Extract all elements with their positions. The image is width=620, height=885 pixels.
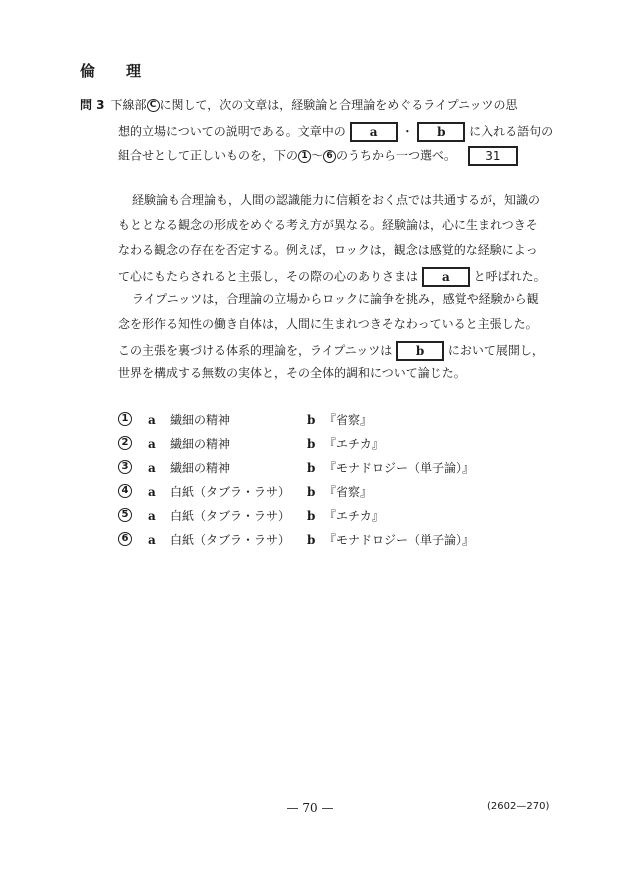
subject-heading: 倫 理 <box>80 62 150 80</box>
option-a-text: 繊細の精神 <box>170 461 231 475</box>
passage-line-4: て心にもたらされると主張し，その際の心のありさまは a と呼ばれた。 <box>118 267 546 287</box>
page-number: — 70 — <box>286 801 334 815</box>
underline-marker: C <box>147 99 160 112</box>
passage-line-3: なわる観念の存在を否定する。例えば，ロックは，観念は感覚的な経験によっ <box>118 243 538 257</box>
option-a-text: 繊細の精神 <box>170 413 231 427</box>
option-number: 4 <box>118 484 132 498</box>
exam-code: (2602—270) <box>487 801 550 812</box>
option-number: 1 <box>118 412 132 426</box>
passage-line-6: 念を形作る知性の働き自体は，人間に生まれつきそなわっていると主張した。 <box>118 317 538 331</box>
option-b-label: b <box>307 437 316 451</box>
option-a-text: 白紙（タブラ・ラサ） <box>170 509 291 523</box>
question-line-2: 想的立場についての説明である。文章中の a ・ b に入れる語句の <box>118 122 553 142</box>
passage-line-2: もととなる観念の形成をめぐる考え方が異なる。経験論は，心に生まれつきそ <box>118 218 538 232</box>
option-b-label: b <box>307 509 316 523</box>
answer-box: 31 <box>468 146 518 166</box>
option-number: 5 <box>118 508 132 522</box>
range-start-marker: 1 <box>298 150 311 163</box>
question-line-1: 問 3 下線部 C に関して，次の文章は，経験論と合理論をめぐるライプニッツの思 <box>80 98 518 112</box>
blank-box-a: a <box>350 122 398 142</box>
passage-line-5: ライプニッツは，合理論の立場からロックに論争を挑み，感覚や経験から観 <box>132 292 539 306</box>
option-a-text: 白紙（タブラ・ラサ） <box>170 485 291 499</box>
question-line-3: 組合せとして正しいものを，下の 1 ～ 6 のうちから一つ選べ。 31 <box>118 146 518 166</box>
option-b-text: 『モナドロジー（単子論）』 <box>324 533 475 547</box>
passage-line-8: 世界を構成する無数の実体と，その全体的調和について論じた。 <box>118 366 466 380</box>
option-b-text: 『エチカ』 <box>324 437 384 451</box>
option-a-label: a <box>148 413 156 427</box>
option-b-label: b <box>307 413 316 427</box>
option-number: 6 <box>118 532 132 546</box>
option-b-label: b <box>307 461 316 475</box>
option-number: 2 <box>118 436 132 450</box>
option-a-label: a <box>148 437 156 451</box>
range-end-marker: 6 <box>323 150 336 163</box>
passage-blank-b: b <box>396 341 444 361</box>
option-b-text: 『省察』 <box>324 413 373 427</box>
option-b-label: b <box>307 533 316 547</box>
option-b-label: b <box>307 485 316 499</box>
question-number: 問 3 <box>80 98 105 112</box>
option-a-label: a <box>148 461 156 475</box>
passage-line-1: 経験論も合理論も，人間の認識能力に信頼をおく点では共通するが，知識の <box>132 193 541 207</box>
passage-blank-a: a <box>422 267 470 287</box>
option-a-label: a <box>148 509 156 523</box>
option-a-label: a <box>148 533 156 547</box>
blank-box-b: b <box>417 122 465 142</box>
passage-line-7: この主張を裏づける体系的理論を，ライプニッツは b において展開し， <box>118 341 544 361</box>
option-b-text: 『エチカ』 <box>324 509 384 523</box>
option-a-label: a <box>148 485 156 499</box>
option-a-text: 白紙（タブラ・ラサ） <box>170 533 291 547</box>
option-a-text: 繊細の精神 <box>170 437 231 451</box>
option-number: 3 <box>118 460 132 474</box>
option-b-text: 『省察』 <box>324 485 373 499</box>
option-b-text: 『モナドロジー（単子論）』 <box>324 461 475 475</box>
